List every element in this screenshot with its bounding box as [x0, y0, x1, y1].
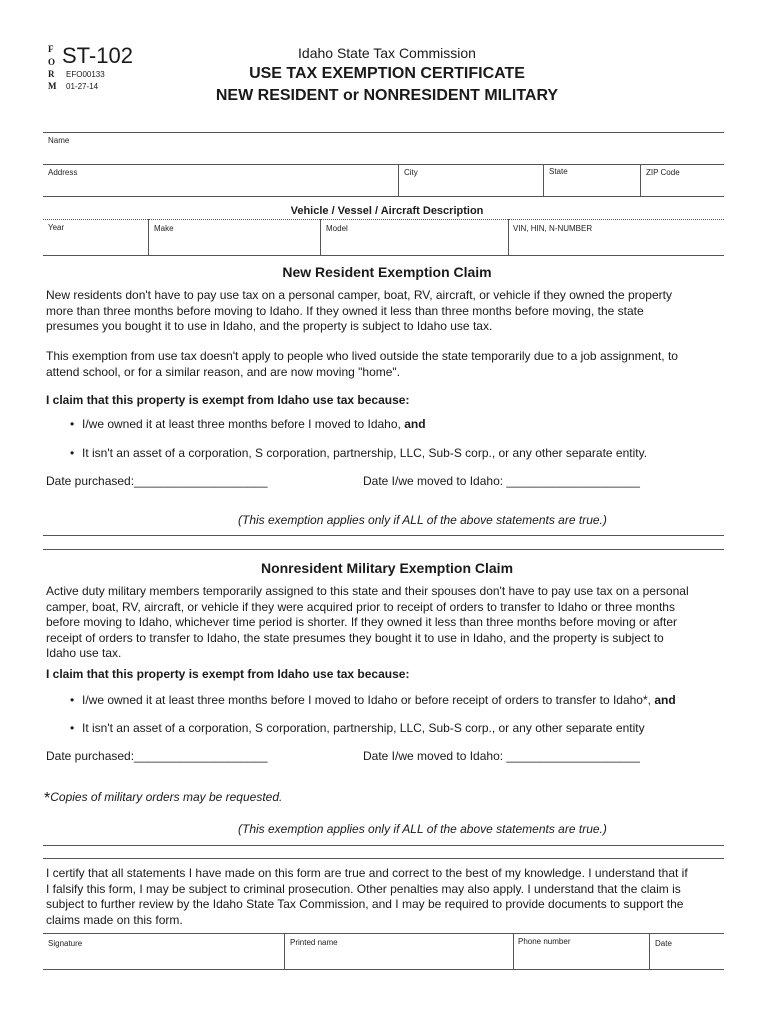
military-date-moved[interactable]: Date I/we moved to Idaho: ____________________ — [363, 749, 640, 763]
bullet-icon: • — [70, 693, 75, 707]
bullet-text: It isn't an asset of a corporation, S corporation, partnership, LLC, Sub-S corp., or any other separate entity — [82, 721, 645, 735]
text-line: attend school, or for a similar reason, and are now moving "home". — [46, 364, 401, 379]
text-line: Idaho use tax. — [46, 646, 122, 660]
new-resident-date-moved[interactable]: Date I/we moved to Idaho: ____________________ — [363, 474, 640, 488]
divider — [43, 535, 724, 536]
name-field[interactable] — [43, 133, 724, 163]
date-field[interactable] — [650, 934, 724, 968]
year-label: Year — [48, 223, 65, 232]
certification-paragraph — [46, 866, 688, 928]
bullet-and: and — [404, 417, 426, 431]
text-line: claims made on this form. — [46, 912, 183, 927]
military-bullet-2 — [70, 721, 645, 735]
vehicle-heading: Vehicle / Vessel / Aircraft Description — [290, 205, 484, 217]
year-field[interactable] — [43, 220, 147, 254]
vin-field[interactable] — [509, 220, 724, 254]
zip-label: ZIP Code — [646, 168, 680, 177]
form-number: ST-102 — [62, 43, 133, 68]
printed-name-field[interactable] — [285, 934, 512, 968]
form-vertical-letter-o: O — [48, 57, 56, 67]
text-line: camper, boat, RV, aircraft, or vehicle if they were acquired prior to receipt of orders to transfer to Idaho or three months — [46, 599, 675, 614]
bullet-icon: • — [70, 446, 75, 460]
military-date-purchased[interactable]: Date purchased:____________________ — [46, 749, 268, 763]
form-revision-date: 01-27-14 — [66, 82, 99, 91]
divider — [43, 255, 724, 256]
state-label: State — [549, 167, 568, 176]
form-title-line1: USE TAX EXEMPTION CERTIFICATE — [249, 65, 525, 82]
text-line: receipt of orders to transfer to Idaho, the state presumes they bought it to use in Idaho, and the property is subject to — [46, 630, 664, 645]
text-line: before moving to Idaho, whichever time period is shorter. If they owned it less than three months before moving or after — [46, 615, 677, 629]
text-line: subject to further review by the Idaho State Tax Commission, and I may be required to provide documents to support the — [46, 897, 684, 911]
form-title-line2: NEW RESIDENT or NONRESIDENT MILITARY — [215, 87, 559, 104]
state-field[interactable] — [544, 165, 639, 195]
form-code: EFO00133 — [66, 70, 105, 79]
make-field[interactable] — [149, 220, 319, 254]
signature-label: Signature — [48, 939, 83, 948]
military-orders-note — [44, 788, 282, 808]
make-label: Make — [154, 224, 174, 233]
name-label: Name — [48, 136, 70, 145]
form-vertical-letter-r: R — [48, 69, 55, 79]
military-paragraph — [46, 584, 689, 662]
new-resident-bullet-2 — [70, 446, 647, 460]
divider — [43, 858, 724, 859]
date-label: Date — [655, 939, 672, 948]
bullet-icon: • — [70, 721, 75, 735]
text-line: presumes you bought it to use in Idaho, and the property is subject to Idaho use tax. — [46, 319, 493, 333]
new-resident-paragraph-2 — [46, 349, 678, 380]
agency-name: Idaho State Tax Commission — [298, 45, 476, 61]
bullet-text: I/we owned it at least three months before I moved to Idaho, — [82, 417, 401, 431]
text-line: Active duty military members temporarily assigned to this state and their spouses don't have to pay use tax on a personal — [46, 584, 689, 598]
phone-label: Phone number — [518, 937, 571, 946]
city-field[interactable] — [399, 165, 542, 195]
divider — [43, 549, 724, 550]
bullet-text: I/we owned it at least three months before I moved to Idaho or before receipt of orders to transfer to Idaho*, — [82, 693, 651, 707]
form-vertical-letter-f: F — [48, 44, 54, 54]
vin-label: VIN, HIN, N-NUMBER — [513, 224, 593, 233]
new-resident-heading: New Resident Exemption Claim — [282, 264, 492, 280]
zip-field[interactable] — [641, 165, 724, 195]
asterisk: * — [44, 790, 51, 807]
signature-field[interactable] — [43, 934, 283, 968]
bullet-text: It isn't an asset of a corporation, S corporation, partnership, LLC, Sub-S corp., or any other separate entity. — [82, 446, 648, 460]
address-label: Address — [48, 168, 78, 177]
new-resident-paragraph-1 — [46, 288, 672, 335]
text-line: I falsify this form, I may be subject to criminal prosecution. Other penalties may also apply. I understand that the claim is — [46, 881, 681, 896]
military-applies-note: (This exemption applies only if ALL of the above statements are true.) — [238, 822, 607, 836]
city-label: City — [404, 168, 418, 177]
new-resident-claim: I claim that this property is exempt from Idaho use tax because: — [46, 393, 410, 407]
address-field[interactable] — [43, 165, 397, 195]
text-line: I certify that all statements I have made on this form are true and correct to the best of my knowledge. I understand that if — [46, 866, 688, 880]
text-line: This exemption from use tax doesn't apply to people who lived outside the state temporarily due to a job assignment, to — [46, 349, 678, 363]
military-bullet-1 — [70, 693, 676, 707]
military-heading: Nonresident Military Exemption Claim — [260, 560, 514, 576]
bullet-and: and — [654, 693, 676, 707]
form-vertical-letter-m: M — [48, 81, 57, 91]
new-resident-bullet-1 — [70, 417, 426, 431]
text-line: New residents don't have to pay use tax on a personal camper, boat, RV, aircraft, or vehicle if they owned the property — [46, 288, 672, 302]
model-label: Model — [326, 224, 348, 233]
new-resident-applies-note: (This exemption applies only if ALL of the above statements are true.) — [238, 513, 607, 527]
copies-note-text: Copies of military orders may be requested. — [50, 790, 283, 804]
text-line: more than three months before moving to Idaho. If they owned it less than three months before moving, the state — [46, 303, 644, 318]
printed-name-label: Printed name — [290, 938, 338, 947]
divider — [43, 196, 724, 197]
phone-field[interactable] — [514, 934, 648, 968]
model-field[interactable] — [321, 220, 507, 254]
bullet-icon: • — [70, 417, 75, 431]
new-resident-date-purchased[interactable]: Date purchased:____________________ — [46, 474, 268, 488]
divider — [43, 845, 724, 846]
divider — [43, 969, 724, 970]
military-claim: I claim that this property is exempt from Idaho use tax because: — [46, 667, 410, 681]
